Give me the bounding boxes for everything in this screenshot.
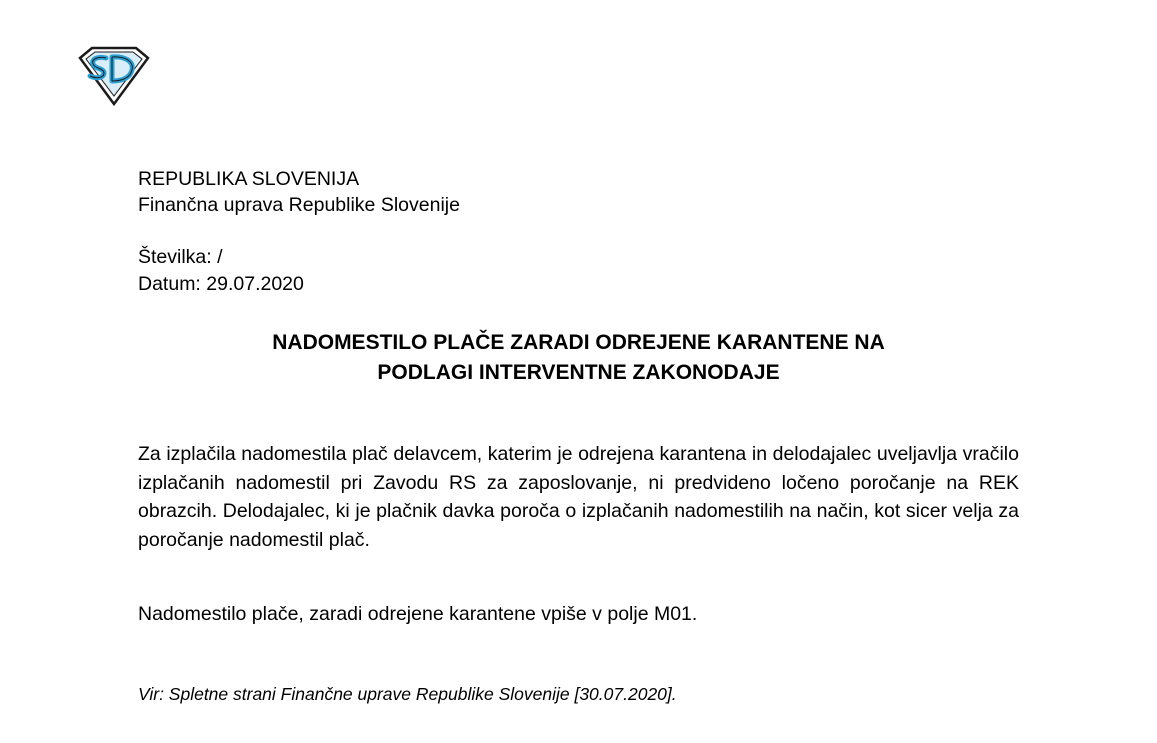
sd-diamond-logo	[76, 44, 150, 106]
document-title	[138, 328, 1019, 388]
body-paragraph-2: Nadomestilo plače, zaradi odrejene karantene vpiše v polje M01.	[138, 603, 698, 625]
source-citation: Vir: Spletne strani Finančne uprave Republike Slovenije [30.07.2020].	[138, 684, 677, 704]
document-date-label: Datum:	[138, 273, 201, 295]
document-date	[138, 271, 304, 298]
body-paragraph-1: Za izplačila nadomestila plač delavcem, katerim je odrejena karantena in delodajalec uveljavlja vračilo izplačanih nadomestil pri Zavodu RS za zaposlovanje, ni predvideno ločeno poročanje na REK obrazcih. Delodajalec, ki je plačnik davka poroča o izplačanih nadomestilih na način, kot sicer velja za poročanje nadomestil plač.	[138, 443, 1019, 551]
document-date-value: 29.07.2020	[206, 273, 304, 295]
issuer-header	[138, 166, 460, 218]
title-line-2: PODLAGI INTERVENTNE ZAKONODAJE	[377, 361, 780, 384]
document-meta	[138, 244, 304, 298]
document-number	[138, 244, 304, 271]
document-number-value: /	[217, 246, 223, 268]
country-name: REPUBLIKA SLOVENIJA	[138, 168, 360, 190]
authority-name: Finančna uprava Republike Slovenije	[138, 194, 460, 216]
title-line-1: NADOMESTILO PLAČE ZARADI ODREJENE KARANTENE NA	[272, 331, 885, 354]
document-number-label: Številka:	[138, 246, 212, 268]
